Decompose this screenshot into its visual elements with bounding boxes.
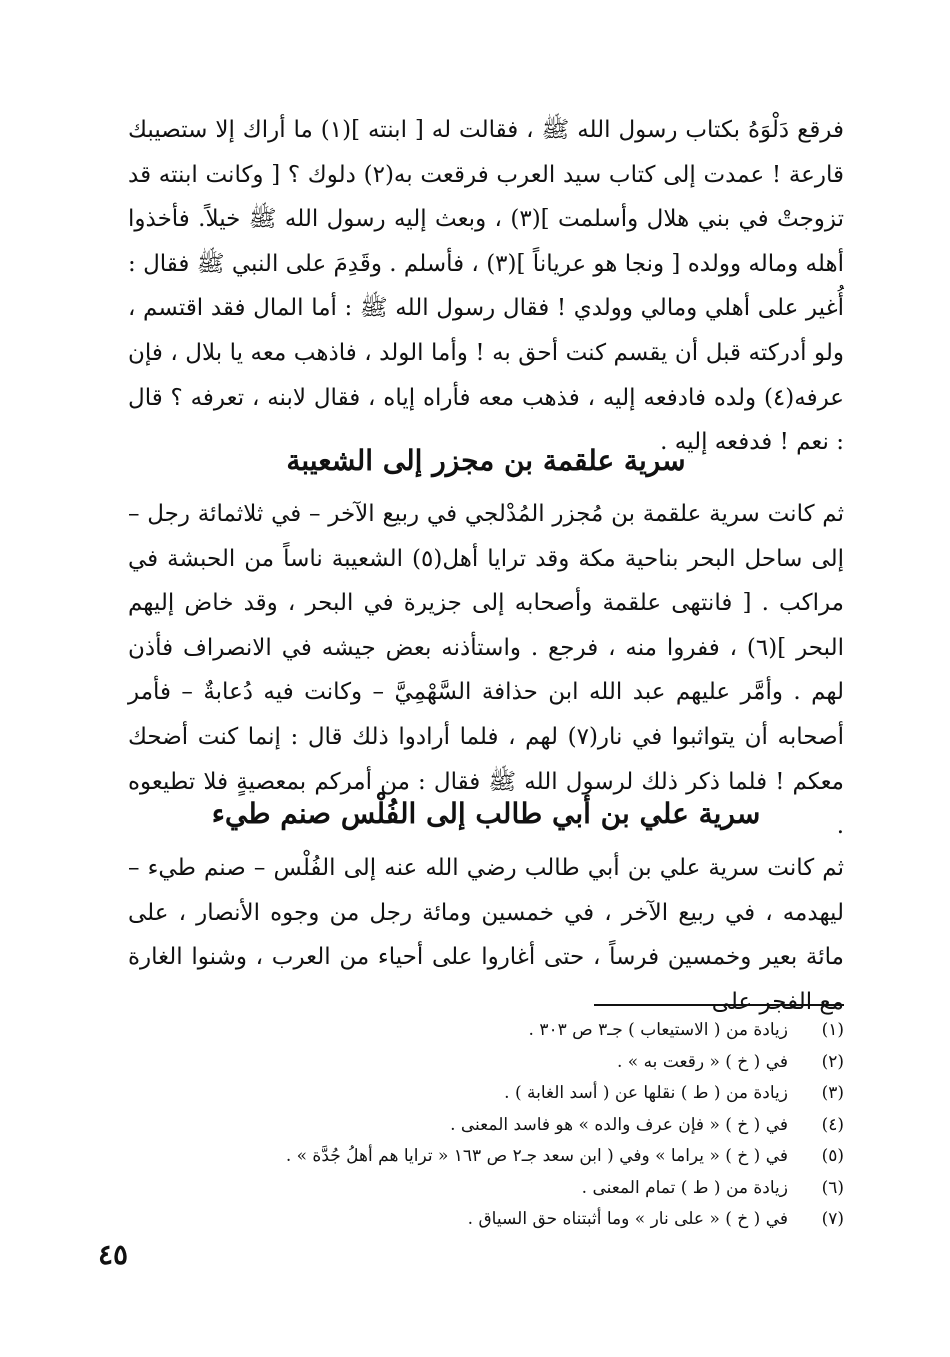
section-heading-ali: سرية علي بن أبي طالب إلى الفُلْس صنم طيء: [211, 797, 761, 830]
intro-paragraph-block: [128, 108, 844, 465]
footnote-number: (٤): [821, 1114, 844, 1135]
footnote-text: زيادة من ( الاستيعاب ) جـ٣ ص ٣٠٣ .: [528, 1020, 788, 1040]
footnote-text: زيادة من ( ط ) تمام المعنى .: [581, 1177, 788, 1198]
footnote-item: [150, 1078, 844, 1110]
footnote-number: (٣): [821, 1083, 844, 1103]
footnote-item: [150, 1015, 844, 1047]
footnotes-list: [150, 1015, 844, 1236]
intro-paragraph: فرقع دَلْوَهُ بكتاب رسول الله ﷺ ، فقالت له [ ابنته ](١) ما أراك إلا ستصيبك قارعة ! عمدت إلى كتاب سيد العرب فرقعت به(٢) دلوك ؟ [ وكانت ابنته قد تزوجتْ في بني هلال وأسلمت ](٣) ، وبعث إليه رسول الله ﷺ خيلاً. فأخذوا أهله وماله وولده [ ونجا هو عرياناً ](٣) ، فأسلم . وقَدِمَ على النبي ﷺ فقال : أُغير على أهلي ومالي وولدي ! فقال رسول الله ﷺ : أما المال فقد اقتسم ، ولو أدركته قبل أن يقسم كنت أحق به ! وأما الولد ، فاذهب معه يا بلال ، فإن عرفه(٤) ولده فادفعه إليه ، فذهب معه فأراه إياه ، فقال لابنه ، تعرفه ؟ قال : نعم ! فدفعه إليه .: [128, 117, 845, 456]
footnote-number: (٧): [821, 1209, 844, 1229]
footnote-text: في ( خ ) « على نار » وما أثبتناه حق السياق .: [467, 1209, 788, 1229]
footnote-item: [150, 1204, 844, 1236]
footnote-number: (١): [821, 1020, 844, 1040]
footnote-number: (٢): [821, 1051, 844, 1072]
footnote-item: [150, 1047, 844, 1079]
section-ali-block: [128, 846, 844, 1024]
footnote-number: (٦): [821, 1177, 844, 1198]
section-heading-alqama: سرية علقمة بن مجزر إلى الشعيبة: [286, 444, 686, 477]
footnote-text: في ( خ ) « يراما » وفي ( ابن سعد جـ٢ ص ١٦٣ « ترايا هم أهلُ جُدَّة » .: [285, 1146, 788, 1166]
footnote-divider: [594, 1004, 844, 1006]
footnote-item: [150, 1141, 844, 1173]
footnote-item: [150, 1173, 844, 1205]
page-number: ٤٥: [98, 1238, 129, 1271]
footnote-item: [150, 1110, 844, 1142]
section-alqama-paragraph: ثم كانت سرية علقمة بن مُجزر المُدْلجي في ربيع الآخر – في ثلاثمائة رجل – إلى ساحل البحر بناحية مكة وقد ترايا أهل(٥) الشعيبة ناساً من الحبشة في مراكب . [ فانتهى علقمة وأصحابه إلى جزيرة في البحر ، وقد خاض إليهم البحر ](٦) ، ففروا منه ، فرجع . واستأذنه بعض جيشه في الانصراف فأذن لهم . وأمَّر عليهم عبد الله ابن حذافة السَّهْمِيَّ – وكانت فيه دُعابةٌ – فأمر أصحابه أن يتواثبوا في نار(٧) لهم ، فلما أرادوا ذلك قال : إنما كنت أضحك معكم ! فلما ذكر ذلك لرسول الله ﷺ فقال : من أمركم بمعصيةٍ فلا تطيعوه .: [128, 501, 844, 840]
footnote-text: في ( خ ) « رقعت به » .: [616, 1051, 788, 1072]
footnote-number: (٥): [821, 1146, 844, 1166]
section-ali-paragraph: ثم كانت سرية علي بن أبي طالب رضي الله عنه إلى الفُلْس – صنم طيء – ليهدمه ، في ربيع الآخر ، في خمسين ومائة رجل من وجوه الأنصار ، على مائة بعير وخمسين فرساً ، حتى أغاروا على أحياء من العرب ، وشنوا الغارة مع الفجر على: [128, 855, 844, 1015]
footnote-text: في ( خ ) « فإن عرف والده » هو فاسد المعنى .: [450, 1114, 788, 1135]
footnote-text: زيادة من ( ط ) نقلها عن ( أسد الغابة ) .: [504, 1083, 788, 1103]
